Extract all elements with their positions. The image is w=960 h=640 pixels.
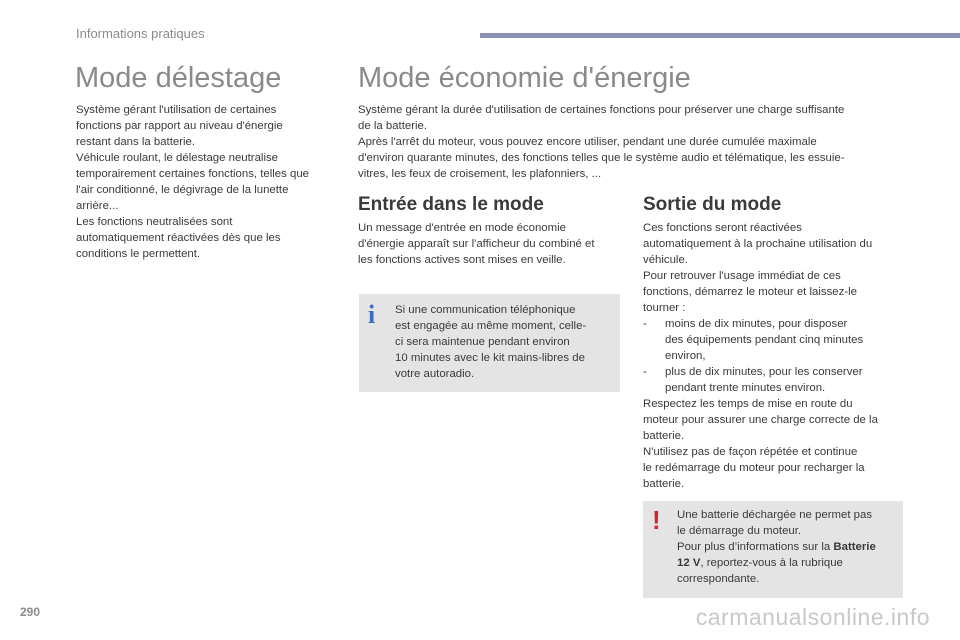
text-line: moins de dix minutes, pour disposer [665, 318, 848, 330]
info-note-box [359, 294, 620, 392]
watermark: carmanualsonline.info [695, 604, 930, 630]
text-line: arrière... [76, 200, 119, 212]
list-item [643, 316, 905, 364]
info-icon: i [368, 300, 376, 329]
economie-intro-text [358, 102, 903, 182]
text-line: Respectez les temps de mise en route du [643, 398, 853, 410]
text-line: Véhicule roulant, le délestage neutralise [76, 152, 279, 164]
sortie-text [643, 220, 905, 492]
text-line: Ces fonctions seront réactivées [643, 222, 802, 234]
title-mode-delestage: Mode délestage [75, 62, 282, 94]
text-line: Système gérant l'utilisation de certaines [76, 104, 277, 116]
header-accent-bar [480, 33, 960, 38]
text-line: le démarrage du moteur. [677, 525, 802, 537]
list-dash: - [643, 366, 647, 378]
text-line: temporairement certaines fonctions, telles que [76, 168, 309, 180]
text-line: conditions le permettent. [76, 248, 201, 260]
text-line: N'utilisez pas de façon répétée et continue [643, 446, 858, 458]
text-line: les fonctions actives sont mises en veille. [358, 254, 566, 266]
text-line: correspondante. [677, 573, 760, 585]
warning-note-text [677, 507, 899, 587]
text-line: d'énergie apparaît sur l'afficheur du combiné et [358, 238, 595, 250]
text-line: le redémarrage du moteur pour recharger la [643, 462, 865, 474]
text-line: Une batterie déchargée ne permet pas [677, 509, 873, 521]
text-line: Après l'arrêt du moteur, vous pouvez encore utiliser, pendant une durée cumulée maximale [358, 136, 817, 148]
text-line: plus de dix minutes, pour les conserver [665, 366, 863, 378]
text-line: ci sera maintenue pendant environ [395, 336, 570, 348]
delestage-text [76, 102, 324, 262]
subtitle-sortie: Sortie du mode [643, 194, 782, 215]
text-line: de la batterie. [358, 120, 428, 132]
text-line: vitres, les feux de croisement, les plafonniers, ... [358, 168, 602, 180]
page-number: 290 [20, 605, 41, 619]
text-line: est engagée au même moment, celle- [395, 320, 587, 332]
text-line: Pour retrouver l'usage immédiat de ces [643, 270, 841, 282]
warning-note-box [643, 501, 903, 598]
section-header: Informations pratiques [76, 26, 205, 41]
text-line: Si une communication téléphonique [395, 304, 576, 316]
text-line: d'environ quarante minutes, des fonctions telles que le système audio et télématique, les essuie- [358, 152, 845, 164]
bold-term: Batterie [833, 541, 876, 553]
list-item-text [665, 316, 863, 364]
text-line: Les fonctions neutralisées sont [76, 216, 233, 228]
text-line: fonctions par rapport au niveau d'énergie [76, 120, 283, 132]
text-line: batterie. [643, 478, 685, 490]
text-line: tourner : [643, 302, 686, 314]
list-dash: - [643, 318, 647, 330]
warning-icon: ! [652, 505, 661, 535]
text-line: moteur pour assurer une charge correcte de la [643, 414, 878, 426]
info-note-text [395, 302, 610, 382]
text-line: Système gérant la durée d'utilisation de certaines fonctions pour préserver une charge suffisante [358, 104, 845, 116]
text-line: pendant trente minutes environ. [665, 382, 826, 394]
entree-text [358, 220, 623, 268]
bold-term: 12 V [677, 557, 701, 569]
text-line: véhicule. [643, 254, 688, 266]
text-line: des équipements pendant cinq minutes [665, 334, 864, 346]
text-line: batterie. [643, 430, 685, 442]
text-line: l'air conditionné, le dégivrage de la lunette [76, 184, 289, 196]
text-line: automatiquement réactivées dès que les [76, 232, 281, 244]
text-line: restant dans la batterie. [76, 136, 196, 148]
text-line: automatiquement à la prochaine utilisation du [643, 238, 873, 250]
text-line: environ, [665, 350, 706, 362]
text-segment: Pour plus d’informations sur la [677, 541, 834, 553]
text-line: Un message d'entrée en mode économie [358, 222, 566, 234]
subtitle-entree: Entrée dans le mode [358, 194, 544, 215]
text-line [677, 539, 899, 555]
list-item-text [665, 364, 863, 396]
text-line: votre autoradio. [395, 368, 475, 380]
list-item [643, 364, 905, 396]
text-line: 10 minutes avec le kit mains-libres de [395, 352, 585, 364]
text-segment: , reportez-vous à la rubrique [700, 557, 843, 569]
text-line: fonctions, démarrez le moteur et laissez-le [643, 286, 857, 298]
title-mode-economie: Mode économie d'énergie [358, 62, 691, 94]
text-line [677, 555, 899, 571]
